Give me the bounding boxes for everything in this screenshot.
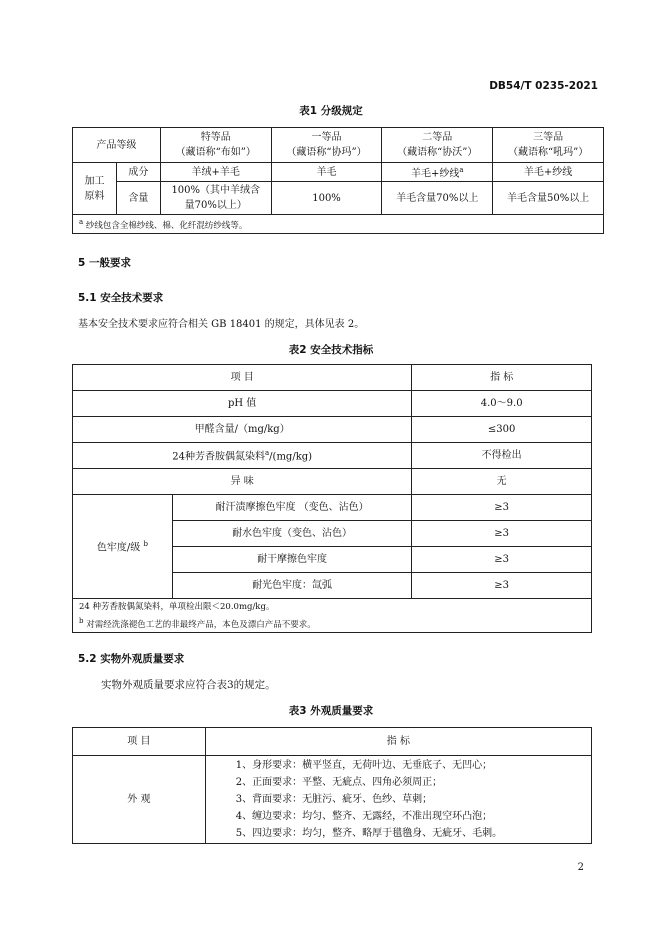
safety-table [72,364,592,633]
grade-header: 产品等级 [73,128,161,163]
list-item: 5、四边要求：均匀，整齐、略厚于氆氇身、无疵牙、毛刺。 [235,828,503,839]
list-item: 2、正面要求：平整、无疵点、四角必须周正； [235,777,443,788]
section-5-1-text: 基本安全技术要求应符合相关 GB 18401 的规定，具体见表 2。 [78,319,365,330]
section-5-title: 5 一般要求 [78,257,131,269]
table3-caption: 表3 外观质量要求 [288,705,374,717]
appearance-table [72,727,592,844]
table2-note-b: $^b$ 对需经洗涤褪色工艺的非最终产品，本色及漂白产品不要求。 [79,616,316,630]
page-number: 2 [577,862,584,873]
table-row-value: ≥3 [412,495,592,521]
appearance-requirements [205,756,591,844]
content-cell: 100%（其中羊绒含 量70%以上） [160,182,271,215]
table1-caption: 表1 分级规定 [299,105,363,117]
table-row-value: 不得检出 [412,443,592,469]
section-5-2-text: 实物外观质量要求应符合表3的规定。 [101,679,276,691]
table-row-item: 耐汗渍摩擦色牢度 （变色、沾色） [172,495,412,521]
content-cell: 100% [271,182,382,215]
grade-third: 三等品 （藏语称“吼玛”） [493,128,604,163]
table3-head-index: 指 标 [205,728,591,756]
table2-head-item: 项 目 [73,365,412,391]
table-row-value: ≥3 [412,573,592,599]
table1-note: $^a$ 纱线包含全棉纱线、棉、化纤混纺纱线等。 [73,215,604,234]
table2-note-a: 24 种芳香胺偶氮染料，单项检出限＜20.0mg/kg。 [79,601,275,612]
table-row-item: 甲醛含量/（mg/kg） [73,417,412,443]
content-label: 含量 [116,182,160,215]
table2-notes [73,599,592,633]
table3-head-item: 项 目 [73,728,206,756]
table2-caption: 表2 安全技术指标 [288,344,374,356]
content-cell: 羊毛含量70%以上 [382,182,493,215]
table-row-item: 耐光色牢度：氙弧 [172,573,412,599]
component-cell: 羊绒+羊毛 [160,163,271,182]
table-row-value: ≥3 [412,521,592,547]
grade-special: 特等品 （藏语称“布如”） [160,128,271,163]
grading-table [72,127,604,234]
grade-second: 二等品 （藏语称“协沃”） [382,128,493,163]
document-code: DB54/T 0235-2021 [489,80,598,92]
section-5-1-title: 5.1 安全技术要求 [78,292,164,304]
table-row-item: 24种芳香胺偶氮染料$^a$/(mg/kg) [73,443,412,469]
table-row-item: 耐干摩擦色牢度 [172,547,412,573]
table-row-value: ≤300 [412,417,592,443]
appearance-label: 外 观 [73,756,206,844]
table-row-value: ≥3 [412,547,592,573]
component-cell: 羊毛+纱线 [493,163,604,182]
section-5-2-title: 5.2 实物外观质量要求 [78,653,185,665]
content-cell: 羊毛含量50%以上 [493,182,604,215]
table-row-value: 4.0～9.0 [412,391,592,417]
table-row-item: pH 值 [73,391,412,417]
component-label: 成分 [116,163,160,182]
material-group-label: 加工 原料 [73,163,117,215]
list-item: 4、缠边要求：均匀、整齐、无露经，不准出现空环凸泡； [235,811,493,822]
component-cell: 羊毛+纱线$^a$ [382,163,493,182]
list-item: 1、身形要求：横平竖直，无荷叶边、无垂底子、无凹心； [235,760,493,771]
table-row-item: 耐水色牢度（变色、沾色） [172,521,412,547]
fastness-label: 色牢度/级 $^b$ [73,495,173,599]
table-row-item: 异 味 [73,469,412,495]
component-cell: 羊毛 [271,163,382,182]
list-item: 3、背面要求：无脏污、疵牙、色纱、草刺； [235,794,433,805]
table-row-value: 无 [412,469,592,495]
table2-head-index: 指 标 [412,365,592,391]
grade-first: 一等品 （藏语称“协玛”） [271,128,382,163]
